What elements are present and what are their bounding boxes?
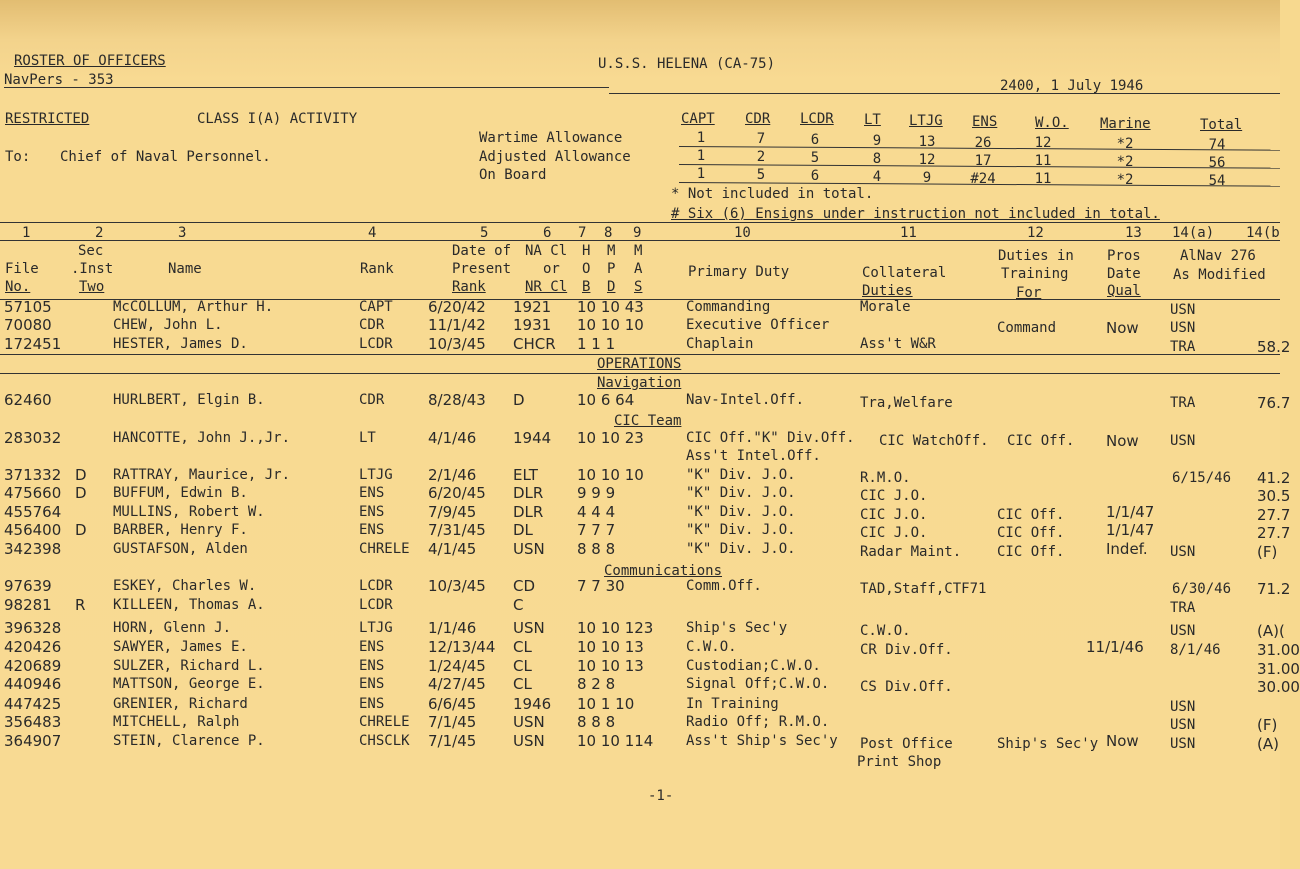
date-of-rank: 7/9/45: [428, 503, 477, 521]
collateral-duty: CIC J.O.: [860, 507, 928, 523]
allowance-cell: 12: [1034, 135, 1052, 152]
header-m2-1: M: [634, 243, 643, 259]
pros-date: 11/1/46: [1086, 637, 1144, 656]
date-of-rank: 7/1/45: [428, 732, 477, 751]
page-number: -1-: [648, 788, 674, 804]
file-number: 70080: [4, 316, 52, 334]
alnav-value: (A)(: [1257, 622, 1285, 641]
header-rank: Rank: [360, 261, 394, 277]
alnav-status: USN: [1170, 716, 1196, 733]
pros-date: Now: [1106, 732, 1139, 751]
primary-duty: Ass't Ship's Sec'y: [686, 733, 838, 750]
officer-rank: CDR: [359, 317, 385, 333]
pros-date: Now: [1106, 432, 1139, 450]
training-duty: CIC Off.: [997, 507, 1065, 523]
column-number: 13: [1125, 225, 1142, 241]
officer-rank: CDR: [359, 392, 385, 408]
alnav-value: 30.5: [1257, 487, 1291, 505]
header-date-2: Present: [452, 261, 512, 277]
collateral-duty: Post Office: [860, 736, 953, 753]
file-number: 420689: [4, 656, 62, 675]
header-training-3: For: [1016, 285, 1042, 301]
primary-duty: "K" Div. J.O.: [686, 467, 796, 483]
section-code: R: [75, 596, 86, 614]
officer-rank: ENS: [359, 522, 385, 538]
class-code: CL: [513, 637, 532, 656]
allowance-col-lt: LT: [864, 112, 881, 128]
date-of-rank: 7/1/45: [428, 712, 477, 731]
primary-duty: C.W.O.: [686, 638, 737, 655]
primary-duty: Chaplain: [686, 336, 754, 352]
alnav-status: TRA: [1170, 339, 1196, 355]
allowance-cell: 26: [974, 134, 992, 151]
allowance-cell: 1: [696, 166, 706, 182]
column-number: 5: [480, 225, 489, 241]
date-of-rank: 6/20/45: [428, 484, 486, 502]
hob-mpd-mas: 7 7 30: [577, 577, 625, 595]
file-number: 420426: [4, 637, 62, 656]
alnav-status: USN: [1170, 698, 1196, 715]
allowance-cell: 5: [810, 149, 820, 166]
allowance-cell: 6: [810, 167, 820, 184]
hob-mpd-mas: 4 4 4: [577, 503, 616, 521]
primary-duty: Ship's Sec'y: [686, 620, 788, 637]
allowance-col-wo: W.O.: [1035, 115, 1069, 131]
pros-date: 1/1/47: [1106, 521, 1155, 539]
alnav-status: USN: [1170, 320, 1196, 336]
class-code: D: [513, 391, 525, 409]
primary-duty: Radio Off; R.M.O.: [686, 713, 830, 730]
primary-duty: "K" Div. J.O.: [686, 485, 796, 501]
file-number: 356483: [4, 712, 62, 731]
alnav-value: 30.00: [1257, 678, 1300, 697]
hob-mpd-mas: 10 10 123: [577, 619, 654, 638]
class-code: ELT: [513, 466, 538, 484]
officer-rank: ENS: [359, 638, 385, 655]
column-number: 1: [22, 225, 31, 241]
section-rule-bottom: [0, 373, 1280, 374]
class-code: USN: [513, 540, 545, 558]
primary-duty: Comm.Off.: [686, 578, 762, 594]
alnav-value: 71.2: [1257, 580, 1291, 598]
alnav-value: 27.7: [1257, 506, 1291, 524]
header-m1-2: P: [607, 261, 616, 277]
collateral-duty: CR Div.Off.: [860, 641, 953, 658]
section-code: D: [75, 521, 87, 539]
file-number: 456400: [4, 521, 62, 539]
pros-date: Now: [1106, 319, 1139, 337]
date-of-rank: 4/27/45: [428, 675, 486, 694]
file-number: 364907: [4, 732, 62, 751]
training-duty: Command: [997, 320, 1057, 336]
file-number: 342398: [4, 540, 62, 558]
file-number: 172451: [4, 335, 62, 353]
allowance-note-asterisk: * Not included in total.: [671, 186, 874, 202]
hob-mpd-mas: 10 1 10: [577, 694, 635, 713]
officer-rank: ENS: [359, 695, 385, 712]
header-m1-1: M: [607, 243, 616, 259]
primary-duty-continued: Ass't Intel.Off.: [686, 448, 821, 464]
hob-mpd-mas: 10 10 114: [577, 732, 654, 751]
collateral-duty: TAD,Staff,CTF71: [860, 581, 987, 597]
allowance-col-lcdr: LCDR: [800, 111, 834, 127]
file-number: 98281: [4, 596, 52, 614]
column-number: 6: [543, 225, 552, 241]
collateral-duty: Tra,Welfare: [860, 395, 953, 411]
header-na-2: or: [543, 261, 560, 277]
date-of-rank: 2/1/46: [428, 466, 477, 484]
date-of-rank: 6/20/42: [428, 298, 486, 316]
date-of-rank: 1/1/46: [428, 619, 477, 638]
allowance-cell: 17: [974, 152, 992, 169]
alnav-status: 8/1/46: [1170, 641, 1221, 658]
header-alnav-1: AlNav 276: [1180, 248, 1256, 264]
class-code: USN: [513, 619, 545, 638]
alnav-status: USN: [1170, 433, 1196, 449]
alnav-status: 6/15/46: [1172, 470, 1232, 486]
allowance-cell: 11: [1034, 153, 1052, 170]
class-code: 1946: [513, 694, 552, 713]
officer-rank: LTJG: [359, 620, 393, 637]
header-h-1: H: [582, 243, 591, 259]
officer-rank: ENS: [359, 504, 385, 520]
allowance-col-total: Total: [1200, 117, 1243, 133]
hob-mpd-mas: 7 7 7: [577, 521, 616, 539]
hob-mpd-mas: 10 10 43: [577, 298, 644, 316]
header-training-1: Duties in: [998, 248, 1074, 264]
header-h-2: O: [582, 261, 591, 277]
officer-rank: LCDR: [359, 578, 393, 594]
allowance-label-onboard: On Board: [479, 167, 547, 183]
header-m2-3: S: [634, 279, 643, 295]
alnav-value: 76.7: [1257, 394, 1291, 412]
officer-name: GUSTAFSON, Alden: [113, 541, 248, 557]
alnav-value: (A): [1257, 735, 1279, 754]
header-sec-2: .Inst: [71, 261, 114, 277]
alnav-value: 31.00: [1257, 659, 1300, 678]
allowance-cell: 5: [756, 166, 766, 183]
collateral-duty: Morale: [860, 299, 911, 315]
section-communications: Communications: [604, 563, 723, 579]
primary-duty: Custodian;C.W.O.: [686, 657, 821, 674]
collateral-duty: Ass't W&R: [860, 336, 936, 352]
officer-name: MULLINS, Robert W.: [113, 504, 265, 520]
training-duty: CIC Off.: [1007, 433, 1075, 449]
allowance-col-marine: Marine: [1100, 116, 1151, 132]
allowance-cell: *2: [1116, 172, 1134, 189]
column-number: 3: [178, 225, 187, 241]
header-collateral-2: Duties: [862, 283, 913, 299]
column-number: 7: [578, 225, 587, 241]
hob-mpd-mas: 10 10 10: [577, 316, 644, 334]
officer-rank: ENS: [359, 676, 385, 693]
hob-mpd-mas: 8 2 8: [577, 675, 616, 694]
alnav-value: 31.00: [1257, 640, 1300, 659]
primary-duty: "K" Div. J.O.: [686, 504, 796, 520]
class-code: DL: [513, 521, 533, 539]
column-number: 12: [1027, 225, 1044, 241]
class-code: USN: [513, 712, 545, 731]
form-number: NavPers - 353: [4, 72, 114, 88]
officer-rank: CAPT: [359, 299, 393, 315]
file-number: 440946: [4, 675, 62, 694]
column-number: 2: [95, 225, 104, 241]
officer-rank: LTJG: [359, 467, 393, 483]
column-number: 4: [368, 225, 377, 241]
alnav-value: 27.7: [1257, 524, 1291, 542]
ship-name: U.S.S. HELENA (CA-75): [598, 56, 776, 72]
allowance-cell: 6: [810, 131, 820, 148]
officer-name: HANCOTTE, John J.,Jr.: [113, 430, 291, 446]
column-number: 10: [734, 225, 751, 241]
report-date: 2400, 1 July 1946: [1000, 78, 1144, 94]
alnav-value: 58.2: [1257, 338, 1291, 356]
allowance-cell: 56: [1208, 155, 1226, 172]
class-code: 1944: [513, 429, 552, 447]
officer-name: GRENIER, Richard: [113, 695, 248, 712]
hob-mpd-mas: 10 6 64: [577, 391, 635, 409]
section-code: D: [75, 484, 87, 502]
header-sec-3: Two: [79, 279, 105, 295]
allowance-cell: #24: [970, 170, 996, 187]
officer-rank: CHSCLK: [359, 733, 410, 750]
allowance-label-adjusted: Adjusted Allowance: [479, 149, 631, 165]
allowance-cell: 11: [1034, 171, 1052, 188]
section-code: D: [75, 466, 87, 484]
class-code: CL: [513, 656, 532, 675]
alnav-status: 6/30/46: [1172, 581, 1232, 597]
officer-rank: LCDR: [359, 597, 393, 613]
class-code: DLR: [513, 503, 544, 521]
pros-date: 1/1/47: [1106, 503, 1155, 521]
file-number: 475660: [4, 484, 62, 502]
column-number-rule-top: [0, 222, 1280, 223]
allowance-cell: 74: [1208, 137, 1226, 154]
alnav-status: USN: [1170, 302, 1196, 318]
alnav-status: USN: [1170, 736, 1196, 753]
file-number: 371332: [4, 466, 62, 484]
allowance-cell: 9: [922, 169, 932, 186]
class-code: 1931: [513, 316, 552, 334]
class-code: CHCR: [513, 335, 556, 353]
restricted-label: RESTRICTED: [5, 111, 90, 127]
allowance-note-hash: # Six (6) Ensigns under instruction not included in total.: [671, 206, 1160, 222]
hob-mpd-mas: 10 10 13: [577, 656, 644, 675]
file-number: 57105: [4, 298, 52, 316]
officer-rank: ENS: [359, 657, 385, 674]
officer-name: CHEW, John L.: [113, 317, 223, 333]
section-rule-top: [0, 354, 1280, 355]
primary-duty: Executive Officer: [686, 317, 830, 333]
allowance-cell: 9: [872, 132, 882, 149]
column-number: 14(b: [1246, 225, 1280, 241]
allowance-col-ltjg: LTJG: [909, 113, 943, 129]
hob-mpd-mas: 10 10 23: [577, 429, 644, 447]
date-of-rank: 10/3/45: [428, 577, 486, 595]
class-code: C: [513, 596, 524, 614]
header-file-2: No.: [5, 279, 31, 295]
date-of-rank: 1/24/45: [428, 656, 486, 675]
alnav-value: (F): [1257, 715, 1278, 734]
alnav-value: 41.2: [1257, 469, 1291, 487]
class-code: CD: [513, 577, 536, 595]
header-file-1: File: [5, 261, 39, 277]
hob-mpd-mas: 10 10 10: [577, 466, 644, 484]
allowance-cell: 1: [696, 130, 706, 146]
allowance-cell: 1: [696, 148, 706, 164]
pros-date: Indef.: [1106, 540, 1148, 558]
allowance-cell: 7: [756, 130, 766, 147]
collateral-duty: C.W.O.: [860, 623, 911, 640]
date-of-rank: 11/1/42: [428, 316, 486, 334]
officer-rank: CHRELE: [359, 541, 410, 557]
header-na-3: NR Cl: [525, 279, 568, 295]
officer-name: HORN, Glenn J.: [113, 620, 232, 637]
collateral-duty: CIC J.O.: [860, 488, 928, 504]
date-of-rank: 12/13/44: [428, 637, 496, 656]
collateral-duty: Radar Maint.: [860, 544, 962, 560]
alnav-status: TRA: [1170, 395, 1196, 411]
hob-mpd-mas: 8 8 8: [577, 540, 616, 558]
officer-name: BARBER, Henry F.: [113, 522, 248, 538]
header-m2-2: A: [634, 261, 643, 277]
column-number: 8: [604, 225, 613, 241]
file-number: 62460: [4, 391, 52, 409]
hob-mpd-mas: 9 9 9: [577, 484, 616, 502]
header-rule: [4, 87, 609, 88]
training-duty: Ship's Sec'y: [997, 736, 1099, 753]
officer-rank: CHRELE: [359, 713, 410, 730]
header-m1-3: D: [607, 279, 616, 295]
allowance-col-capt: CAPT: [681, 111, 715, 127]
header-alnav-2: As Modified: [1173, 267, 1266, 283]
officer-rank: LCDR: [359, 336, 393, 352]
section-cic-team: CIC Team: [614, 413, 682, 429]
header-date-1: Date of: [452, 243, 512, 259]
allowance-cell: 4: [872, 168, 882, 185]
hob-mpd-mas: 8 8 8: [577, 712, 616, 731]
document-title: ROSTER OF OFFICERS: [14, 53, 166, 69]
officer-name: KILLEEN, Thomas A.: [113, 597, 265, 613]
alnav-value: (F): [1257, 543, 1278, 561]
allowance-cell: 12: [918, 151, 936, 168]
file-number: 455764: [4, 503, 62, 521]
allowance-cell: 13: [918, 133, 936, 150]
class-code: USN: [513, 732, 545, 751]
column-number: 14(a): [1172, 225, 1215, 241]
collateral-duty: CIC WatchOff.: [879, 433, 989, 449]
training-duty: CIC Off.: [997, 525, 1065, 541]
allowance-cell: *2: [1116, 154, 1134, 171]
officer-rank: ENS: [359, 485, 385, 501]
alnav-status: TRA: [1170, 600, 1196, 616]
class-code: CL: [513, 675, 532, 694]
allowance-label-wartime: Wartime Allowance: [479, 130, 623, 146]
allowance-cell: 54: [1208, 173, 1226, 190]
file-number: 97639: [4, 577, 52, 595]
file-number: 396328: [4, 619, 62, 638]
hob-mpd-mas: 10 10 13: [577, 637, 644, 656]
primary-duty: Nav-Intel.Off.: [686, 392, 805, 408]
allowance-col-cdr: CDR: [745, 111, 771, 127]
officer-name: STEIN, Clarence P.: [113, 733, 265, 750]
officer-name: HURLBERT, Elgin B.: [113, 392, 265, 408]
collateral-duty-continued: Print Shop: [857, 754, 942, 771]
officer-name: SAWYER, James E.: [113, 638, 248, 655]
header-na-1: NA Cl: [525, 243, 568, 259]
header-pros-2: Date: [1107, 266, 1141, 282]
column-number-rule-bottom: [0, 240, 1280, 241]
officer-name: SULZER, Richard L.: [113, 657, 265, 674]
officer-name: MITCHELL, Ralph: [113, 713, 240, 730]
to-label: To:: [5, 149, 31, 165]
primary-duty: "K" Div. J.O.: [686, 522, 796, 538]
allowance-cell: 2: [756, 148, 766, 165]
class-code: 1921: [513, 298, 552, 316]
header-sec-1: Sec: [78, 243, 104, 259]
header-primary-duty: Primary Duty: [688, 264, 790, 280]
allowance-cell: *2: [1116, 136, 1134, 153]
file-number: 447425: [4, 694, 62, 713]
header-pros-1: Pros: [1107, 248, 1141, 264]
collateral-duty: CIC J.O.: [860, 525, 928, 541]
section-navigation: Navigation: [597, 375, 682, 391]
date-of-rank: 4/1/45: [428, 540, 477, 558]
date-of-rank: 6/6/45: [428, 694, 477, 713]
section-operations: OPERATIONS: [597, 356, 682, 372]
date-of-rank: 7/31/45: [428, 521, 486, 539]
primary-duty: In Training: [686, 695, 779, 712]
primary-duty: CIC Off."K" Div.Off.: [686, 430, 855, 446]
date-of-rank: 8/28/43: [428, 391, 486, 409]
file-number: 283032: [4, 429, 62, 447]
header-name: Name: [168, 261, 202, 277]
collateral-duty: R.M.O.: [860, 470, 911, 486]
addressee: Chief of Naval Personnel.: [60, 149, 271, 165]
date-of-rank: 4/1/46: [428, 429, 477, 447]
activity-class: CLASS I(A) ACTIVITY: [197, 111, 358, 127]
officer-name: ESKEY, Charles W.: [113, 578, 257, 594]
officer-name: HESTER, James D.: [113, 336, 248, 352]
primary-duty: Commanding: [686, 299, 771, 315]
officer-name: BUFFUM, Edwin B.: [113, 485, 248, 501]
collateral-duty: CS Div.Off.: [860, 679, 953, 696]
alnav-status: USN: [1170, 544, 1196, 560]
allowance-col-ens: ENS: [972, 114, 998, 130]
officer-rank: LT: [359, 430, 376, 446]
allowance-cell: 8: [872, 150, 882, 167]
class-code: DLR: [513, 484, 544, 502]
officer-name: RATTRAY, Maurice, Jr.: [113, 467, 291, 483]
header-collateral-1: Collateral: [862, 265, 947, 281]
column-number: 9: [633, 225, 642, 241]
header-training-2: Training: [1001, 266, 1069, 282]
hob-mpd-mas: 1 1 1: [577, 335, 616, 353]
officer-name: McCOLLUM, Arthur H.: [113, 299, 274, 315]
header-date-3: Rank: [452, 279, 486, 295]
primary-duty: "K" Div. J.O.: [686, 541, 796, 557]
header-rule-right: [609, 93, 1280, 94]
column-number: 11: [900, 225, 917, 241]
officer-name: MATTSON, George E.: [113, 676, 265, 693]
header-h-3: B: [582, 279, 591, 295]
date-of-rank: 10/3/45: [428, 335, 486, 353]
training-duty: CIC Off.: [997, 544, 1065, 560]
header-pros-3: Qual: [1107, 283, 1141, 299]
primary-duty: Signal Off;C.W.O.: [686, 676, 830, 693]
alnav-status: USN: [1170, 623, 1196, 640]
